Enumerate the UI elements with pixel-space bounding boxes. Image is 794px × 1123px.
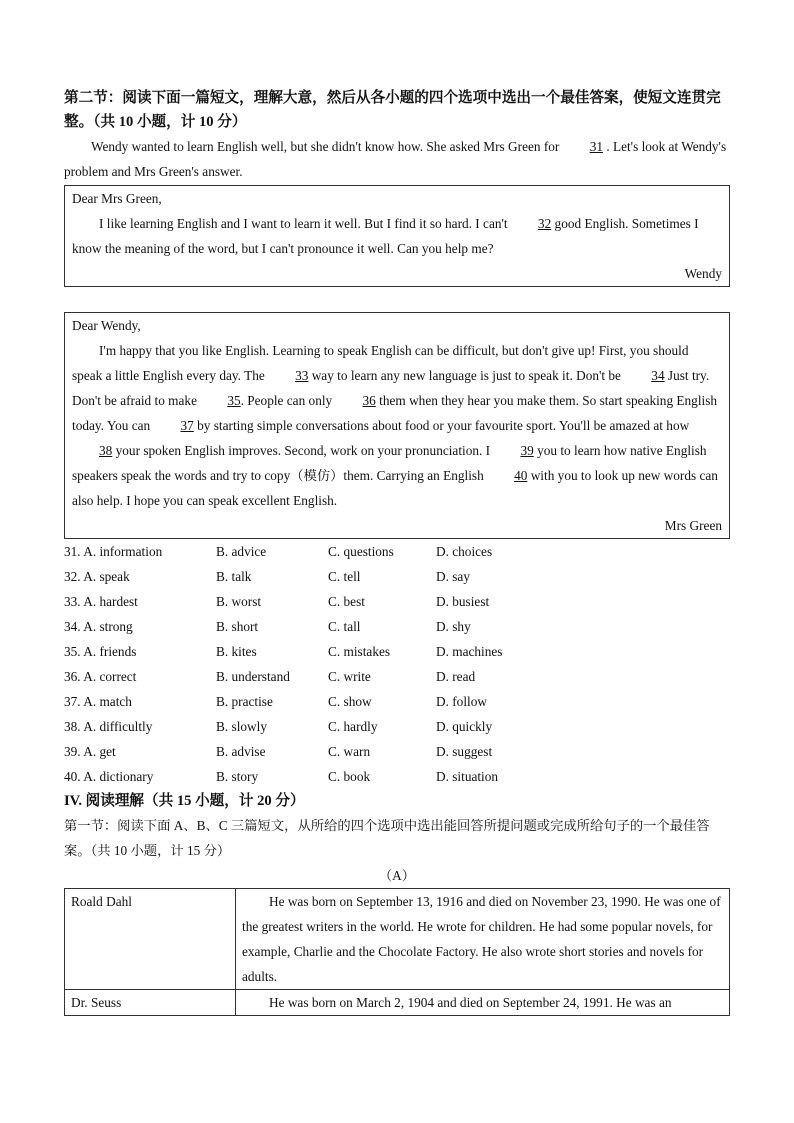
option-row-33: 33. A. hardest B. worst C. best D. busiest	[64, 594, 490, 609]
author-description: He was born on March 2, 1904 and died on September 24, 1991. He was an	[236, 990, 730, 1016]
option-row-39: 39. A. get B. advise C. warn D. suggest	[64, 744, 493, 759]
letter2-body: I'm happy that you like English. Learning to speak English can be difficult, but don't give up! First, you should speak a little English every day. The 33 way to learn any new language is just to speak it. Don't be 34 Just try. Don't be afraid to make 35. People can only 36 them when they hear you make them. So start speaking English today. You can 37 by starting simple conversations about food or your favourite sport. You'll be amazed at how 38 your spoken English improves. Second, work on your pronunciation. I 39 you to learn how native English speakers speak the words and try to copy（模仿）them. Carrying an English 40 with you to look up new words can also help. I hope you can speak excellent English.	[72, 343, 718, 508]
section2-heading: 第二节：阅读下面一篇短文，理解大意，然后从各小题的四个选项中选出一个最佳答案，使短文连贯完整。（共 10 小题，计 10 分）	[64, 90, 721, 130]
letter2-signature: Mrs Green	[664, 518, 722, 533]
letter1-greeting: Dear Mrs Green,	[72, 191, 162, 206]
blank-36[interactable]: 36	[362, 393, 376, 408]
letter1-body: I like learning English and I want to learn it well. But I find it so hard. I can't 32 good English. Sometimes I know the meaning of the word, but I can't pronounce it well. Can you help me?	[72, 211, 722, 261]
blank-38[interactable]: 38	[99, 443, 113, 458]
letter2-greeting: Dear Wendy,	[72, 318, 141, 333]
author-description: He was born on September 13, 1916 and died on November 23, 1990. He was one of the greatest writers in the world. He wrote for children. He had some popular novels, for example, Charlie and the Chocolate Factory. He also wrote short stories and novels for adults.	[236, 889, 730, 990]
author-name: Dr. Seuss	[65, 990, 236, 1016]
letter-from-mrs-green	[64, 312, 730, 539]
worksheet-page	[64, 86, 730, 1016]
option-row-32: 32. A. speak B. talk C. tell D. say	[64, 569, 470, 584]
option-row-40: 40. A. dictionary B. story C. book D. situation	[64, 769, 499, 784]
blank-37[interactable]: 37	[180, 418, 194, 433]
letter1-signature: Wendy	[684, 266, 722, 281]
blank-33[interactable]: 33	[295, 368, 309, 383]
option-row-36: 36. A. correct B. understand C. write D. read	[64, 669, 476, 684]
part4-section1-instructions: 第一节：阅读下面 A、B、C 三篇短文，从所给的四个选项中选出能回答所提问题或完成所给句子的一个最佳答案。（共 10 小题，计 15 分）	[64, 818, 710, 858]
passage-a-label: （A）	[378, 868, 416, 883]
blank-40[interactable]: 40	[514, 468, 528, 483]
table-row	[65, 889, 730, 990]
letter-from-wendy	[64, 185, 730, 287]
option-row-34: 34. A. strong B. short C. tall D. shy	[64, 619, 471, 634]
option-row-37: 37. A. match B. practise C. show D. follow	[64, 694, 487, 709]
intro-paragraph: Wendy wanted to learn English well, but she didn't know how. She asked Mrs Green for 31 . Let's look at Wendy's problem and Mrs Green's answer.	[64, 134, 730, 184]
blank-35[interactable]: 35	[227, 393, 241, 408]
author-name: Roald Dahl	[65, 889, 236, 990]
table-row	[65, 990, 730, 1016]
option-row-38: 38. A. difficultly B. slowly C. hardly D. quickly	[64, 719, 493, 734]
blank-34[interactable]: 34	[651, 368, 665, 383]
answer-options	[64, 539, 730, 789]
blank-39[interactable]: 39	[520, 443, 534, 458]
blank-31[interactable]: 31	[589, 139, 603, 154]
part4-heading: IV. 阅读理解（共 15 小题，计 20 分）	[64, 793, 305, 809]
option-row-31: 31. A. information B. advice C. questions D. choices	[64, 544, 493, 559]
authors-table	[64, 888, 730, 1016]
option-row-35: 35. A. friends B. kites C. mistakes D. machines	[64, 644, 503, 659]
blank-32[interactable]: 32	[537, 216, 552, 231]
